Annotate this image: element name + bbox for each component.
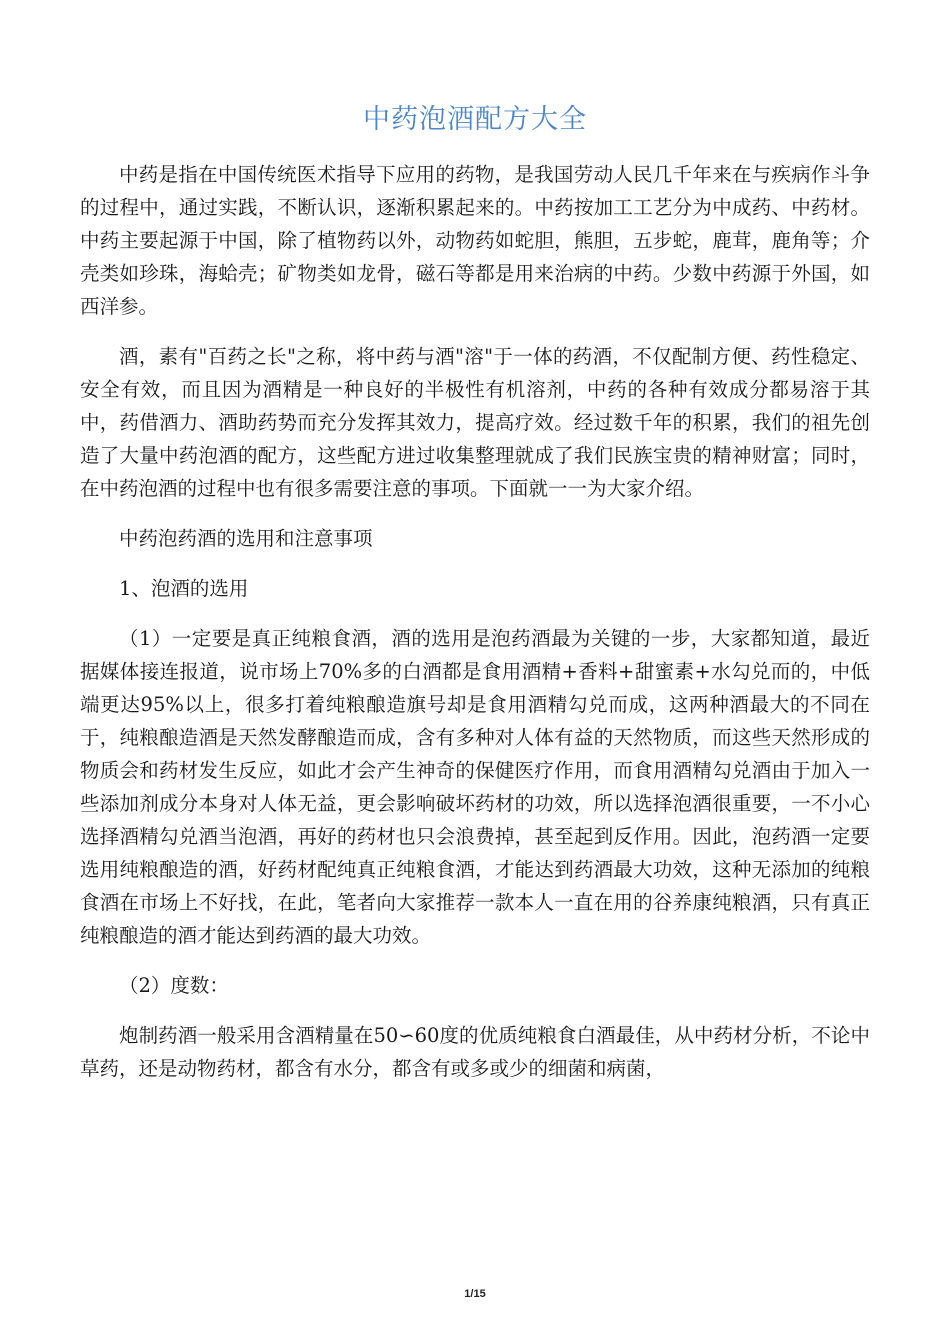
document-title: 中药泡酒配方大全 [363,104,587,135]
paragraph-item-2-heading: （2）度数： [119,974,229,997]
paragraph-wine: 酒，素有"百药之长"之称，将中药与酒"溶"于一体的药酒，不仅配制方便、药性稳定、安全有效，而且因为酒精是一种良好的半极性有机溶剂，中药的各种有效成分都易溶于其中，药借酒力、酒助药势而充分发挥其效力，提高疗效。经过数千年的积累，我们的祖先创造了大量中药泡酒的配方，这些配方进过收集整理就成了我们民族宝贵的精神财富；同时，在中药泡酒的过程中也有很多需要注意的事项。下面就一一为大家介绍。 [80,345,870,500]
paragraph-degree: 炮制药酒一般采用含酒精量在50∽60度的优质纯粮食白酒最佳，从中药材分析，不论中草药，还是动物药材，都含有水分，都含有或多或少的细菌和病菌， [80,1024,870,1080]
paragraph-item-1: （1）一定要是真正纯粮食酒，酒的选用是泡药酒最为关键的一步，大家都知道，最近据媒体接连报道，说市场上70%多的白酒都是食用酒精+香料+甜蜜素+水勾兑而的，中低端更达95%以上，很多打着纯粮酿造旗号却是食用酒精勾兑而成，这两种酒最大的不同在于，纯粮酿造酒是天然发酵酿造而成，含有多种对人体有益的天然物质，而这些天然形成的物质会和药材发生反应，如此才会产生神奇的保健医疗作用，而食用酒精勾兑酒由于加入一些添加剂成分本身对人体无益，更会影响破坏药材的功效，所以选择泡酒很重要，一不小心选择酒精勾兑酒当泡酒，再好的药材也只会浪费掉，甚至起到反作用。因此，泡药酒一定要选用纯粮酿造的酒，好药材配纯真正纯粮食酒，才能达到药酒最大功效，这种无添加的纯粮食酒在市场上不好找，在此，笔者向大家推荐一款本人一直在用的谷养康纯粮酒，只有真正纯粮酿造的酒才能达到药酒的最大功效。 [80,627,870,947]
section-heading: 中药泡药酒的选用和注意事项 [119,527,373,550]
subsection-heading: 1、泡酒的选用 [119,577,249,600]
document-body [80,158,870,1102]
page-number: 1/15 [464,1288,486,1300]
paragraph-intro: 中药是指在中国传统医术指导下应用的药物，是我国劳动人民几千年来在与疾病作斗争的过程中，通过实践，不断认识，逐渐积累起来的。中药按加工工艺分为中成药、中药材。中药主要起源于中国，除了植物药以外，动物药如蛇胆，熊胆，五步蛇，鹿茸，鹿角等；介壳类如珍珠，海蛤壳；矿物类如龙骨，磁石等都是用来治病的中药。少数中药源于外国，如西洋参。 [80,163,870,318]
